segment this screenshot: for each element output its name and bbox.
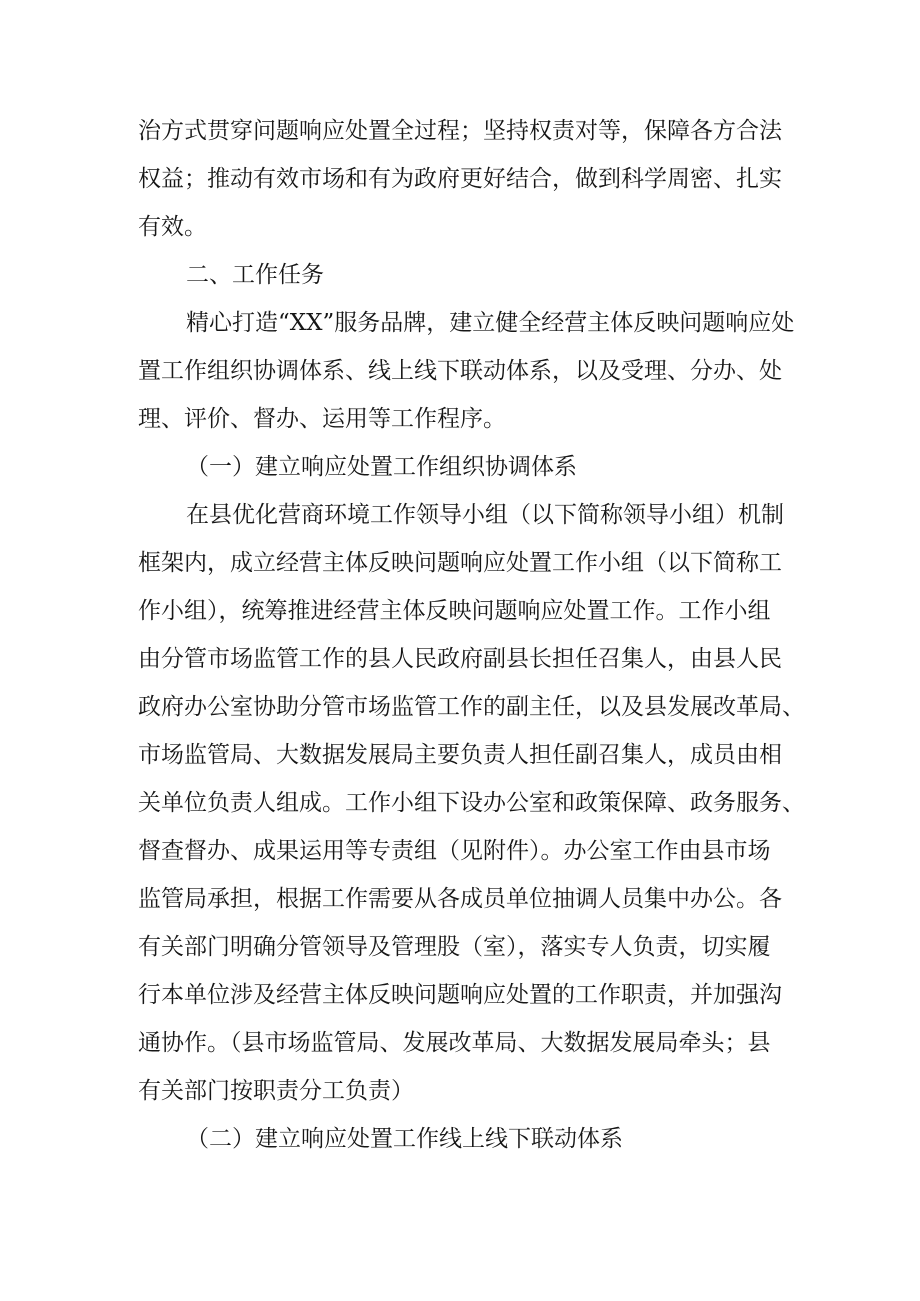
body-text-line: 有效。 (138, 214, 207, 240)
body-text-line: 理、评价、督办、运用等工作程序。 (138, 406, 506, 432)
body-text-line: 框架内，成立经营主体反映问题响应处置工作小组（以下简称工 (138, 550, 782, 576)
body-text-line: 治方式贯穿问题响应处置全过程；坚持权责对等，保障各方合法 (138, 118, 782, 144)
body-text-line: 行本单位涉及经营主体反映问题响应处置的工作职责，并加强沟 (138, 982, 782, 1008)
body-text-line: 在县优化营商环境工作领导小组（以下简称领导小组）机制 (186, 502, 784, 528)
body-text-line: 通协作。（县市场监管局、发展改革局、大数据发展局牵头；县 (138, 1030, 771, 1056)
section-heading: 二、工作任务 (186, 262, 324, 288)
body-text-line: 关单位负责人组成。工作小组下设办公室和政策保障、政务服务、 (138, 790, 805, 816)
body-text-line: 市场监管局、大数据发展局主要负责人担任副召集人，成员由相 (138, 742, 782, 768)
body-text-line: 督查督办、成果运用等专责组（见附件）。办公室工作由县市场 (138, 838, 771, 864)
body-text-line: 精心打造“XX”服务品牌，建立健全经营主体反映问题响应处 (186, 310, 795, 336)
body-text-line: 权益；推动有效市场和有为政府更好结合，做到科学周密、扎实 (138, 166, 782, 192)
subsection-heading: （一）建立响应处置工作组织协调体系 (186, 454, 577, 480)
body-text-line: 作小组），统筹推进经营主体反映问题响应处置工作。工作小组 (138, 598, 771, 624)
body-text-line: 有关部门明确分管领导及管理股（室），落实专人负责，切实履 (138, 934, 771, 960)
subsection-heading: （二）建立响应处置工作线上线下联动体系 (186, 1126, 623, 1152)
body-text-line: 置工作组织协调体系、线上线下联动体系，以及受理、分办、处 (138, 358, 782, 384)
body-text-line: 由分管市场监管工作的县人民政府副县长担任召集人，由县人民 (138, 646, 782, 672)
body-text-line: 政府办公室协助分管市场监管工作的副主任，以及县发展改革局、 (138, 694, 805, 720)
body-text-line: 监管局承担，根据工作需要从各成员单位抽调人员集中办公。各 (138, 886, 782, 912)
body-text-line: 有关部门按职责分工负责） (138, 1078, 414, 1104)
